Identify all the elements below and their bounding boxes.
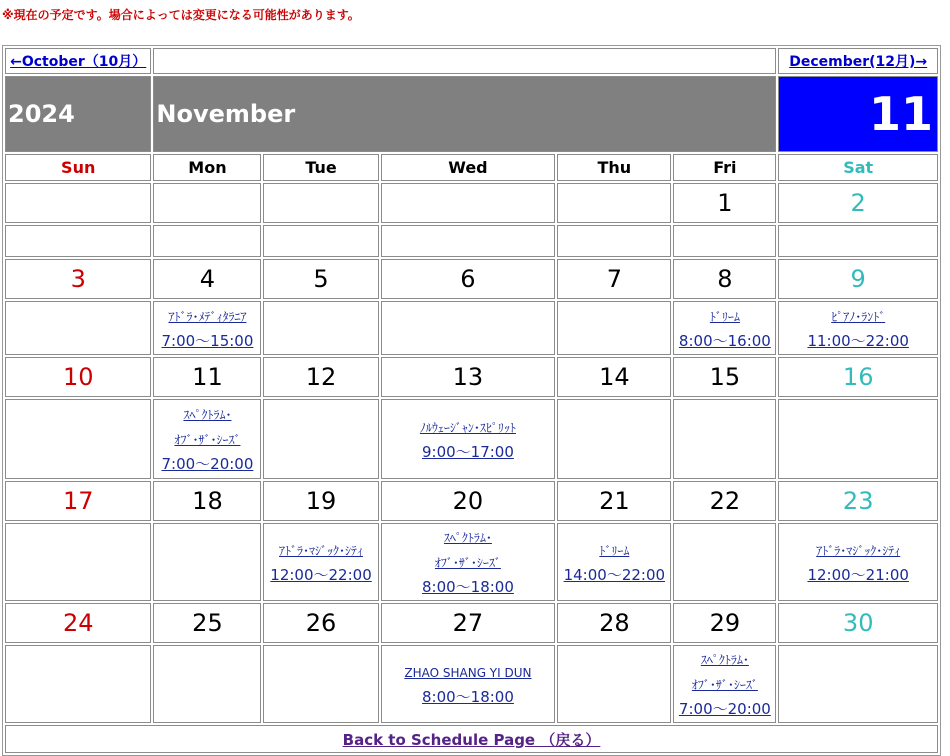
event-name-link[interactable]: ﾄﾞﾘｰﾑ xyxy=(599,543,630,558)
event-time-link[interactable]: 7:00～20:00 xyxy=(161,455,254,473)
day-number: 3 xyxy=(5,259,151,299)
day-number: 8 xyxy=(673,259,776,299)
day-number: 24 xyxy=(5,603,151,643)
event-cell xyxy=(557,523,671,601)
day-number: 9 xyxy=(778,259,938,299)
day-number: 15 xyxy=(673,357,776,397)
event-cell xyxy=(153,645,261,723)
next-month-cell xyxy=(778,48,938,74)
event-cell xyxy=(557,399,671,479)
day-number: 19 xyxy=(263,481,378,521)
event-cell xyxy=(673,301,776,355)
weekday-mon: Mon xyxy=(153,154,261,181)
back-link-cell xyxy=(5,725,938,753)
day-number: 27 xyxy=(381,603,556,643)
day-number: 5 xyxy=(263,259,378,299)
event-row xyxy=(5,301,938,355)
event-name-link[interactable]: ｱﾄﾞﾗ･ﾏｼﾞｯｸ･ｼﾃｨ xyxy=(816,543,901,558)
day-number: 7 xyxy=(557,259,671,299)
event-name-link[interactable]: ﾄﾞﾘｰﾑ xyxy=(709,309,740,324)
event-cell xyxy=(778,225,938,257)
day-number: 14 xyxy=(557,357,671,397)
day-number: 4 xyxy=(153,259,261,299)
nav-spacer xyxy=(153,48,776,74)
day-number: 30 xyxy=(778,603,938,643)
day-number: 13 xyxy=(381,357,556,397)
day-number xyxy=(263,183,378,223)
weekday-sun: Sun xyxy=(5,154,151,181)
day-number: 29 xyxy=(673,603,776,643)
event-time-link[interactable]: 12:00～21:00 xyxy=(807,565,909,584)
event-cell xyxy=(381,399,556,479)
event-row xyxy=(5,523,938,601)
event-cell xyxy=(153,399,261,479)
event-cell xyxy=(153,301,261,355)
event-time-link[interactable]: 11:00～22:00 xyxy=(807,331,909,350)
week-row xyxy=(5,603,938,643)
day-number: 22 xyxy=(673,481,776,521)
event-cell xyxy=(557,645,671,723)
day-number: 6 xyxy=(381,259,556,299)
weekday-sat: Sat xyxy=(778,154,938,181)
back-to-schedule-link[interactable]: Back to Schedule Page （戻る） xyxy=(342,730,601,749)
event-cell xyxy=(381,225,556,257)
event-name-link[interactable]: ｵﾌﾞ･ｻﾞ･ｼｰｽﾞ xyxy=(174,433,241,447)
event-cell xyxy=(673,225,776,257)
day-number: 20 xyxy=(381,481,556,521)
event-cell xyxy=(263,301,378,355)
event-cell xyxy=(778,301,938,355)
event-row xyxy=(5,225,938,257)
weekday-header xyxy=(5,154,938,181)
month-number: 11 xyxy=(778,76,938,152)
event-cell xyxy=(153,523,261,601)
prev-month-cell xyxy=(5,48,151,74)
weekday-wed: Wed xyxy=(381,154,556,181)
event-name-link[interactable]: ｽﾍﾟｸﾄﾗﾑ･ xyxy=(183,408,232,422)
event-name-link[interactable]: ｵﾌﾞ･ｻﾞ･ｼｰｽﾞ xyxy=(691,678,758,692)
event-time-link[interactable]: 7:00～20:00 xyxy=(678,700,771,718)
notice-text: ※現在の予定です。場合によっては変更になる可能性があります。 xyxy=(2,8,360,22)
event-cell xyxy=(263,225,378,257)
event-cell xyxy=(557,301,671,355)
event-time-link[interactable]: 14:00～22:00 xyxy=(563,565,666,584)
week-row xyxy=(5,357,938,397)
event-time-link[interactable]: 8:00～18:00 xyxy=(421,687,514,706)
day-number xyxy=(153,183,261,223)
next-month-link[interactable]: December(12月)→ xyxy=(789,54,928,70)
event-name-link[interactable]: ｵﾌﾞ･ｻﾞ･ｼｰｽﾞ xyxy=(434,556,501,570)
event-cell xyxy=(673,399,776,479)
event-cell xyxy=(5,301,151,355)
event-cell xyxy=(673,645,776,723)
day-number: 26 xyxy=(263,603,378,643)
day-number: 12 xyxy=(263,357,378,397)
event-cell xyxy=(381,301,556,355)
weekday-tue: Tue xyxy=(263,154,378,181)
day-number: 17 xyxy=(5,481,151,521)
event-cell xyxy=(778,645,938,723)
event-name-link[interactable]: ｱﾄﾞﾗ･ﾒﾃﾞｨﾀﾗﾆｱ xyxy=(168,309,247,324)
month-name: November xyxy=(153,76,776,152)
year-label: 2024 xyxy=(5,76,151,152)
event-cell xyxy=(263,645,378,723)
event-cell xyxy=(5,225,151,257)
event-cell xyxy=(153,225,261,257)
day-number: 1 xyxy=(673,183,776,223)
day-number: 18 xyxy=(153,481,261,521)
day-number: 25 xyxy=(153,603,261,643)
event-row xyxy=(5,645,938,723)
day-number: 28 xyxy=(557,603,671,643)
event-cell xyxy=(673,523,776,601)
event-row xyxy=(5,399,938,479)
event-name-link[interactable]: ｱﾄﾞﾗ･ﾏｼﾞｯｸ･ｼﾃｨ xyxy=(279,543,364,558)
event-cell xyxy=(5,523,151,601)
event-time-link[interactable]: 8:00～16:00 xyxy=(678,331,771,350)
weekday-fri: Fri xyxy=(673,154,776,181)
event-time-link[interactable]: 8:00～18:00 xyxy=(421,578,514,596)
event-name-link[interactable]: ﾉﾙｳｪｰｼﾞｬﾝ･ｽﾋﾟﾘｯﾄ xyxy=(419,420,516,435)
prev-month-link[interactable]: ←October（10月） xyxy=(10,54,147,70)
event-name-link[interactable]: ﾋﾟｱﾉ･ﾗﾝﾄﾞ xyxy=(831,309,886,324)
week-row xyxy=(5,183,938,223)
day-number xyxy=(381,183,556,223)
event-name-link[interactable]: ｽﾍﾟｸﾄﾗﾑ･ xyxy=(700,653,749,667)
day-number: 21 xyxy=(557,481,671,521)
week-row xyxy=(5,259,938,299)
event-cell xyxy=(5,399,151,479)
day-number: 2 xyxy=(778,183,938,223)
day-number: 16 xyxy=(778,357,938,397)
event-cell xyxy=(381,523,556,601)
event-cell xyxy=(778,399,938,479)
day-number xyxy=(557,183,671,223)
event-cell xyxy=(5,645,151,723)
event-cell xyxy=(263,399,378,479)
event-time-link[interactable]: 12:00～22:00 xyxy=(270,565,372,584)
event-cell xyxy=(263,523,378,601)
day-number xyxy=(5,183,151,223)
event-cell xyxy=(778,523,938,601)
event-time-link[interactable]: 7:00～15:00 xyxy=(161,331,254,350)
day-number: 23 xyxy=(778,481,938,521)
event-time-link[interactable]: 9:00～17:00 xyxy=(421,442,514,461)
calendar-table xyxy=(2,45,941,756)
event-name-link[interactable]: ｽﾍﾟｸﾄﾗﾑ･ xyxy=(443,531,492,545)
week-row xyxy=(5,481,938,521)
weekday-thu: Thu xyxy=(557,154,671,181)
day-number: 10 xyxy=(5,357,151,397)
event-cell xyxy=(381,645,556,723)
event-cell xyxy=(557,225,671,257)
day-number: 11 xyxy=(153,357,261,397)
event-name-link[interactable]: ZHAO SHANG YI DUN xyxy=(404,665,532,680)
